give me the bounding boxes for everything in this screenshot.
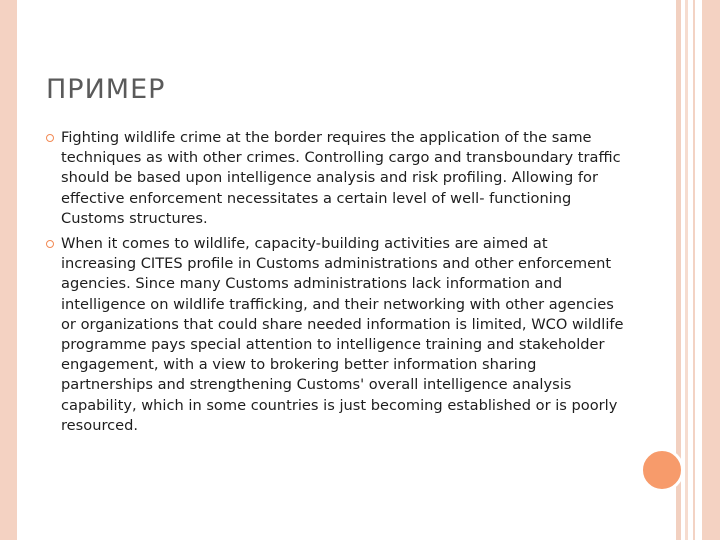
bullet-text: Fighting wildlife crime at the border requires the application of the same techniques as with other crimes. Controlling cargo and transboundary traffic should be based upon intelligence analysis and risk profiling. Allowing for effective enforcement necessitates a certain level of well- functioning Customs structures. bbox=[61, 129, 621, 227]
bullet-list bbox=[46, 128, 626, 441]
bullet-item bbox=[46, 128, 626, 229]
right-border-stripes bbox=[676, 0, 720, 540]
slide-title: ПРИМЕР bbox=[46, 74, 166, 105]
bullet-circle-icon bbox=[46, 134, 54, 142]
left-border-stripe bbox=[0, 0, 17, 540]
bullet-circle-icon bbox=[46, 240, 54, 248]
accent-circle bbox=[640, 448, 684, 492]
bullet-text: When it comes to wildlife, capacity-building activities are aimed at increasing CITES profile in Customs administrations and other enforcement agencies. Since many Customs administrations lack information and intelligence on wildlife trafficking, and their networking with other agencies or organizations that could share needed information is limited, WCO wildlife programme pays special attention to intelligence training and stakeholder engagement, with a view to brokering better information sharing partnerships and strengthening Customs' overall intelligence analysis capability, which in some countries is just becoming established or is poorly resourced. bbox=[61, 235, 624, 434]
bullet-item bbox=[46, 234, 626, 436]
